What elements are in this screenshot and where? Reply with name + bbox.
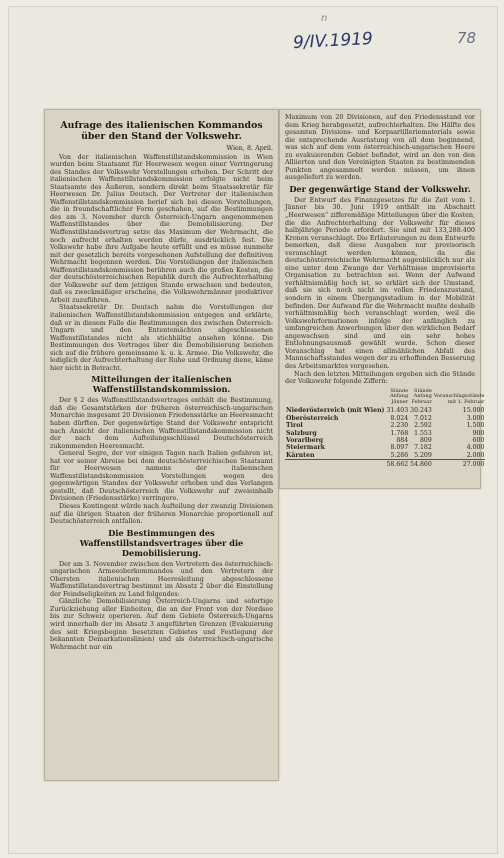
table-cell: 30.243 [410,407,432,415]
handwritten-date: 9/IV.1919 [292,28,374,54]
table-cell: 8.024 [390,414,409,422]
handwritten-number: 78 [457,29,477,47]
row-label: Niederösterreich (mit Wien) [286,407,385,415]
row-label: Tirol [286,422,303,430]
table-cell: 31.403 [386,407,409,415]
total-cell: 54.860 [410,461,432,469]
strength-table [285,387,485,469]
newspaper-clipping-right [279,109,485,489]
table-row [285,430,485,437]
column-header: Voranschlagsstände mit 1. Februar [433,393,485,405]
table-cell: 2.230 [390,422,409,430]
table-header-row [285,389,485,408]
paragraph: Von der italienischen Waffenstillstandskommission in Wien wurden beim Staatsamt für Heerwesen wegen einer Verringerung des Standes der Volkswehr Vorstellungen erhoben. Der Schritt der italienischen Waffenstillstandskommission erfolgte nicht beim Staatsamte des Äußeren, sondern direkt beim Staatssekretär für Heerwesen Dr. Julius Deutsch. Der Vertreter der italienischen Waffenstillstandskommission berief sich bei diesen Vorstellungen, die in freundschaftlicher Form geschahen, auf die Bestimmungen des am 3. November durch Österreich-Ungarn angenommenen Waffenstillstandes über die Demobilisierung. Der Waffenstillstandsvertrag setze das Maximum der Wehrmacht, die noch aufrecht erhalten werden dürfe, ausdrücklich fest. Die Volkswehr habe ihre Aufgabe heute erfüllt und es müsse nunmehr mit der gesetzlich bereits vorgesehenen Aufstellung der definitiven Wehrmacht begonnen werden. Die Vorstellungen der italienischen Waffenstillstandskommission berühren auch die großen Kosten, die der deutschösterreichischen Republik durch die Aufrechterhaltung der Volkswehr auf dem jetzigen Stande erwachsen und bedeuten, daß es zweckmäßiger erscheine, die Volkswehrmänner produktiver Arbeit zuzuführen. [50,152,273,304]
table-cell: 1.500 [466,422,485,430]
table-cell: 600 [472,437,485,444]
table-cell: 2.000 [466,451,485,459]
table-row [285,415,485,422]
table-cell: 900 [472,429,485,437]
table-cell: 7.182 [414,444,432,452]
left-column [50,114,273,651]
table-cell: 3.000 [466,414,485,422]
paragraph: Gänzliche Demobilisierung Österreich-Ungarns und sofortige Zurückziehung aller Einheiten, die an der Front von der Nordsee bis zur Schweiz operieren. Auf dem Gebiete Österreich-Ungarns wird innerhalb der im Absatz 3 angeführten Grenzen (Evakuierung des seit Kriegsbeginn besetzten Gebietes und Festlegung der bekannten Demarkationslinien) und als österreichisch-ungarische Wehrmacht nur ein [50,597,273,651]
column-header: Stände Anfang Februar [411,387,432,405]
paragraph: General Segre, der vor einigen Tagen nach Italien gefahren ist, hat vor seiner Abreise bei dem deutschösterreichischen Staatsamt für Heerwesen namens der italienischen Waffenstillstandskommission Vorstellungen wegen des gegenwärtigen Standes der Volkswehr erhoben und das Verlangen gestellt, daß Deutschösterreich die Volkswehr auf zweieinhalb Divisionen (Friedensstärke) verringere. [50,449,273,503]
paragraph: Maximum von 20 Divisionen, auf den Friedensstand vor dem Krieg herabgesetzt, aufrechterhalten. Die Hälfte des gesamten Divisions- und Korpsartilleriematerials sowie die entsprechende Ausrüstung von all dem beginnend, was sich auf dem vom österreichisch-ungarischen Heere zu evakuierenden Gebiet befindet, wird an den von den Alliierten und den Vereinigten Staaten zu bestimmenden Punkten angesammelt werden müssen, um ihnen ausgeliefert zu werden. [285,113,475,182]
subheading: Mitteilungen der italienischen Waffenstillstandskommission. [91,374,232,395]
row-label: Salzburg [286,429,317,437]
subheading: Der gegenwärtige Stand der Volkswehr. [289,183,471,194]
dateline: Wien, 8. April. [226,144,273,152]
row-label: Vorarlberg [286,437,324,444]
table-cell [285,460,386,469]
table-cell: 1.553 [414,429,432,437]
table-cell: 8.097 [390,444,409,452]
table-cell: 15.000 [462,407,485,415]
table-cell: 5.286 [390,451,409,459]
paragraph: Dieses Kontingent würde nach Aufteilung der zwanzig Divisionen auf die übrigen Staaten der früheren Monarchie proportionell auf Deutschösterreich entfallen. [50,502,273,526]
table-row [285,452,485,460]
table-cell: 1.768 [390,429,409,437]
paragraph: Der Entwurf des Finanzgesetzes für die Zeit vom 1. Jänner bis 30. Juni 1919 enthält im Abschnitt „Heerwesen“ zifferemäßige Mitteilungen über die Kosten, die die Aufrechterhaltung der Volkswehr für dieses halbjährige Periode erfordert. Sie sind mit 133,288.400 Kronen veranschlagt. Die Erläuterungen zu dem Entwurfe bemerken, daß diese Ausgaben nur provisorisch veranschlagt werden können, da die deutschösterreichische Wehrmacht augenblicklich nur als eine unter dem Zwange der Verhältnisse improvisierte Organisation zu betrachten sei. Wenn der Aufwand verhältnismäßig hoch ist, so erklärt sich der Umstand, daß sie sich noch nicht im vollen Friedenszustand, sondern in einem Übergangsstadium in der Mobilität befinden. Der Aufwand für die Wehrmacht mußte deshalb verhältnismäßig hoch veranschlagt werden, weil die Volkswehrformationen infolge der anfänglich zu umfangreichen Anwerbungen über den wirklichen Bedarf angewachsen sind und ein sehr hohes Entlohnungsausmaß gewählt wurde. Schon dieser Voranschlag hat einen allmählichen Abfall des Mannschaftsstandes wegen der zu erhoffenden Besserung des Arbeitsmarktes vorgesehen. [285,195,475,370]
total-cell: 27.000 [433,460,486,469]
paragraph: Der am 3. November zwischen den Vertretern des österreichisch-ungarischen Armeeoberkommandos und den Vertretern der Obersten italienischen Heeresleitung abgeschlossene Waffenstillstandsvertrag bestimmt im Absatz 2 über die Einstellung der Feindseligkeiten zu Land folgendes: [50,559,273,598]
row-label: Oberösterreich [286,414,339,422]
row-label: Kärnten [286,451,315,459]
stamp-mark: n [321,13,328,24]
total-cell: 58.662 [386,461,409,469]
paragraph: Nach den letzten Mitteilungen ergeben sich die Stände der Volkswehr folgende Ziffern: [285,369,475,386]
table-cell: 5.209 [414,451,432,459]
article-title: Aufrage des italienischen Kommandos über den Stand der Volkswehr. [60,120,263,142]
table-cell: 809 [420,437,432,444]
row-label: Steiermark [286,444,325,452]
table-cell: 2.592 [414,422,432,430]
column-header: Stände Anfang Jänner [390,387,409,405]
paragraph: Der § 2 des Waffenstillstandsvertrages enthält die Bestimmung, daß die Gesamtstärken der früheren österreichisch-ungarischen Monarchie insgesamt 20 Divisionen Friedensstärke an Heeresmacht haben dürften. Der gegenwärtige Stand der Volkswehr entspricht nach Ansicht der italienischen Waffenstillstandskommission nicht der nach dem Aufteilungsschlüssel Deutschösterreich zukommenden Heeresmacht. [50,396,273,450]
subheading: Die Bestimmungen des Waffenstillstandsvertrages über die Demobilisierung. [79,527,244,558]
column-header [285,389,386,408]
table-row [285,407,485,414]
table-row [285,422,485,429]
table-total-row [285,460,485,469]
right-column [285,113,485,469]
newspaper-clipping-left [44,109,279,781]
table-cell: 7.012 [414,414,432,422]
table-row [285,437,485,444]
table-row [285,444,485,451]
paragraph: Staatssekretär Dr. Deutsch nahm die Vorstellungen der italienischen Waffenstillstandskommission entgegen und erklärte, daß er in diesem Falle die Bestimmungen des zwischen Österreich-Ungarn und den Ententemächten abgeschlossenen Waffenstillstandes nicht als stichhältig ansehen könne. Die Bestimmungen des Vertrages über die Demobilisierung beziehen sich auf die frühere gemeinsame k. u. k. Armee. Die Volkswehr, die lediglich der Aufrechterhaltung der Ruhe und Ordnung diene, käme hier nicht in Betracht. [50,303,273,372]
table-cell: 4.000 [466,444,485,452]
table-cell: 884 [396,437,409,444]
